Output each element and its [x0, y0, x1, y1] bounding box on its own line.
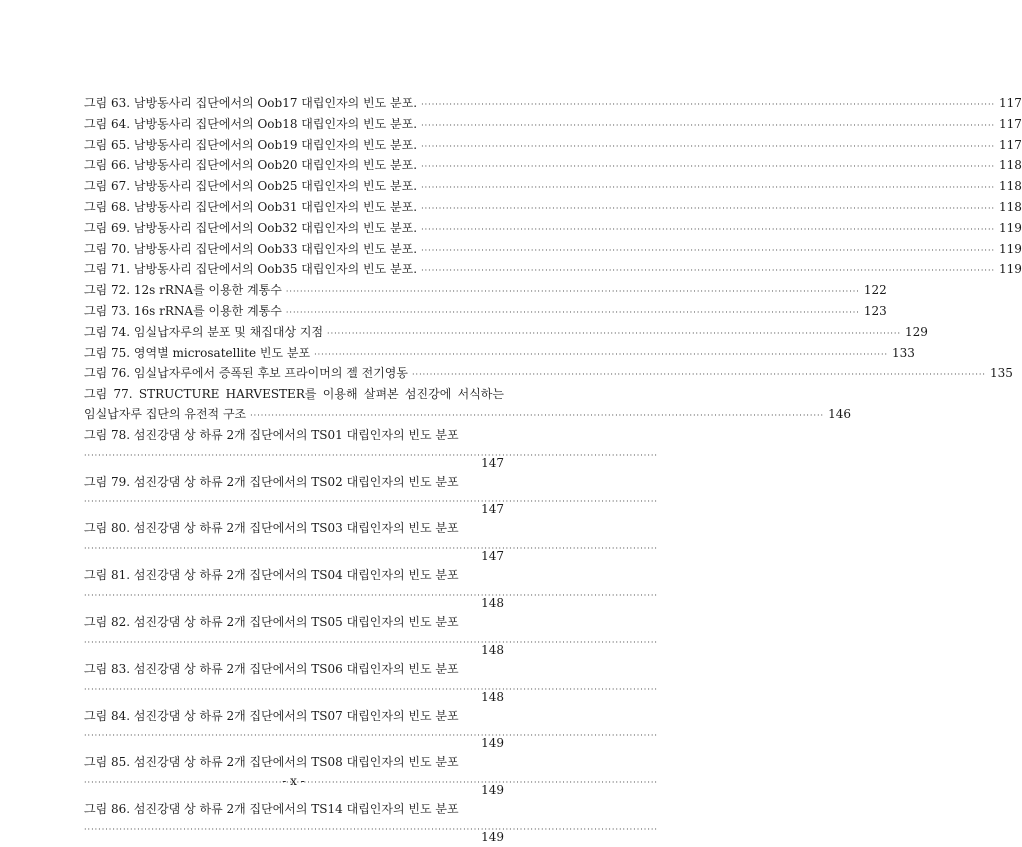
dot-leader [314, 345, 888, 365]
dot-leader [286, 282, 860, 302]
figure-entry[interactable] [84, 115, 1022, 136]
dot-leader [421, 261, 995, 281]
entry-label: 그림 75. 영역별 microsatellite 빈도 분포 [84, 345, 311, 360]
entry-label: 그림 71. 남방동사리 집단에서의 Oob35 대립인자의 빈도 분포. [84, 262, 418, 277]
entry-label: 그림 86. 섬진강댐 상 하류 2개 집단에서의 TS14 대립인자의 빈도 분포 [84, 802, 459, 817]
entry-label: 그림 66. 남방동사리 집단에서의 Oob20 대립인자의 빈도 분포. [84, 158, 418, 173]
figure-entry[interactable] [84, 260, 1022, 281]
entry-page-number: 149 [481, 783, 504, 798]
figure-entry[interactable] [84, 364, 1013, 385]
entry-page-number: 147 [481, 502, 504, 517]
entry-page-number: 149 [481, 736, 504, 751]
entry-label: 그림 81. 섬진강댐 상 하류 2개 집단에서의 TS04 대립인자의 빈도 분포 [84, 568, 459, 583]
entry-page-number: 122 [863, 283, 887, 298]
figure-entry[interactable] [84, 323, 928, 344]
entry-label: 그림 83. 섬진강댐 상 하류 2개 집단에서의 TS06 대립인자의 빈도 분포 [84, 661, 459, 676]
entry-label: 그림 67. 남방동사리 집단에서의 Oob25 대립인자의 빈도 분포. [84, 179, 418, 194]
figure-entry[interactable] [84, 344, 915, 365]
figure-entry[interactable] [84, 156, 1022, 177]
dot-leader [421, 241, 995, 261]
figure-entry[interactable] [84, 613, 504, 660]
entry-page-number: 123 [863, 303, 887, 318]
dot-leader [412, 365, 986, 385]
entry-label: 그림 80. 섬진강댐 상 하류 2개 집단에서의 TS03 대립인자의 빈도 분포 [84, 521, 459, 536]
entry-page-number: 119 [999, 241, 1022, 256]
dot-leader [421, 199, 995, 219]
entry-label: 그림 64. 남방동사리 집단에서의 Oob18 대립인자의 빈도 분포. [84, 116, 418, 131]
entry-label: 그림 85. 섬진강댐 상 하류 2개 집단에서의 TS08 대립인자의 빈도 분포 [84, 755, 459, 770]
entry-label: 그림 63. 남방동사리 집단에서의 Oob17 대립인자의 빈도 분포. [84, 96, 418, 110]
entry-page-number: 149 [481, 829, 504, 844]
entry-label: 그림 68. 남방동사리 집단에서의 Oob31 대립인자의 빈도 분포. [84, 199, 418, 214]
entry-page-number: 118 [999, 158, 1022, 173]
entry-page-number: 147 [481, 455, 504, 470]
entry-label: 그림 78. 섬진강댐 상 하류 2개 집단에서의 TS01 대립인자의 빈도 분포 [84, 427, 459, 442]
entry-label: 그림 65. 남방동사리 집단에서의 Oob19 대립인자의 빈도 분포. [84, 137, 418, 152]
entry-page-number: 117 [999, 116, 1022, 131]
figure-entry[interactable] [84, 800, 504, 847]
dot-leader [286, 303, 860, 323]
entry-page-number: 148 [481, 642, 504, 657]
dot-leader [327, 324, 901, 344]
entry-page-number: 118 [999, 179, 1022, 194]
figure-entry[interactable] [84, 426, 504, 473]
entry-page-number: 129 [905, 324, 928, 339]
entry-page-number: 148 [481, 595, 504, 610]
dot-leader [421, 116, 995, 136]
figure-entry[interactable] [84, 240, 1022, 261]
entry-page-number: 118 [999, 199, 1022, 214]
figure-entry[interactable] [84, 302, 887, 323]
figure-entry[interactable] [84, 136, 1022, 157]
entry-page-number: 135 [989, 366, 1013, 381]
figure-entries-single-line [84, 94, 1022, 385]
entry-label-line1: 그림 77. STRUCTURE HARVESTER를 이용해 살펴본 섬진강에 서식하는 [84, 387, 504, 402]
entry-label: 그림 76. 임실납자루에서 증폭된 후보 프라이머의 젤 전기영동 [84, 366, 408, 381]
entry-label: 그림 74. 임실납자루의 분포 및 채집대상 지점 [84, 324, 324, 339]
figure-entry[interactable] [84, 473, 504, 520]
entry-label: 그림 82. 섬진강댐 상 하류 2개 집단에서의 TS05 대립인자의 빈도 분포 [84, 614, 459, 629]
entry-label: 그림 84. 섬진강댐 상 하류 2개 집단에서의 TS07 대립인자의 빈도 분포 [84, 708, 459, 723]
dot-leader [421, 178, 995, 198]
dot-leader [421, 220, 995, 240]
entry-label: 그림 72. 12s rRNA를 이용한 계통수 [84, 283, 282, 298]
figure-entry[interactable] [84, 519, 504, 566]
entry-label-line2: 임실납자루 집단의 유전적 구조 [84, 406, 247, 421]
entry-label: 그림 70. 남방동사리 집단에서의 Oob33 대립인자의 빈도 분포. [84, 241, 418, 256]
entry-page-number: 146 [828, 406, 852, 421]
entry-page-number: 119 [999, 220, 1022, 235]
figure-list [84, 94, 1022, 847]
dot-leader [421, 157, 995, 177]
entry-page-number: 147 [481, 549, 504, 564]
dot-leader [421, 95, 995, 115]
dot-leader [250, 406, 824, 426]
figure-entry[interactable] [84, 219, 1022, 240]
figure-entry[interactable] [84, 177, 1022, 198]
entry-label: 그림 73. 16s rRNA를 이용한 계통수 [84, 303, 282, 318]
entry-page-number: 117 [999, 137, 1022, 152]
entry-page-number: 119 [999, 262, 1022, 277]
figure-entry[interactable] [84, 198, 1022, 219]
figure-entry[interactable] [84, 94, 1022, 115]
figure-entry-77[interactable] [84, 385, 852, 426]
entry-page-number: 117 [999, 96, 1022, 110]
page-footer-number: - x - [282, 774, 305, 788]
figure-entry[interactable] [84, 707, 504, 754]
figure-entry[interactable] [84, 660, 504, 707]
entry-label: 그림 79. 섬진강댐 상 하류 2개 집단에서의 TS02 대립인자의 빈도 분포 [84, 474, 459, 489]
entry-page-number: 148 [481, 689, 504, 704]
figure-entry[interactable] [84, 566, 504, 613]
figure-entry[interactable] [84, 281, 887, 302]
dot-leader [421, 137, 995, 157]
entry-label: 그림 69. 남방동사리 집단에서의 Oob32 대립인자의 빈도 분포. [84, 220, 418, 235]
entry-page-number: 133 [892, 345, 915, 360]
